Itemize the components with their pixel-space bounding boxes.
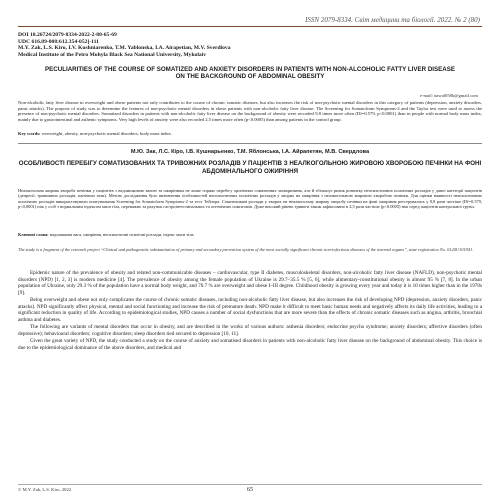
keywords-text-ua: надлишкова вага, ожиріння, непсихотичні психічні розлади, індекс маси тіла.: [49, 232, 195, 237]
copyright: © M.Y. Zak, L.S. Kiro, 2022: [18, 487, 72, 492]
article-title: PECULIARITIES OF THE COURSE OF SOMATIZED AND ANXIETY DISORDERS IN PATIENTS WITH NON-ALCOHOLIC FATTY LIVER DISEASE ON THE BACKGROUND OF ABDOMINAL OBESITY: [45, 66, 455, 81]
keywords-ua: [18, 232, 482, 237]
abstract-ua: Неалкогольна жирова хвороба печінки у пацієнтів з надлишковою вагою та ожирінням не лише сприяє перебігу хронічних соматичних захворювань, але й збільшує ризик розвитку непсихотичних психічних розладів у даної категорії пацієнтів (депресії, тривожних розладів, панічних атак). Метою дослідження було визначення особливостей непсихотичних психічних розладів у хворих на ожиріння з неалкогольною жировою хворобою печінки. Для оцінки наявності непсихотичних психічних розладів використовували опитувальник Screening for Somatoform Symptoms-2 та тест Тейлора. Соматизовані розлади у хворих на неалкогольну жирову хворобу печінки на фоні ожиріння реєструвались у 9,8 рази частіше (Df=0,579, p<0,0001) ніж у осіб з нормальним індексом маси тіла, переважно за рахунок гастроінтестинальних та астенічних симптомів. Дуже високий рівень тривоги також зафіксовано в 2,5 рази частіше (p<0,0005) ніж серед пацієнтів контрольної групи.: [18, 188, 482, 210]
keywords-label: Key words:: [18, 131, 41, 136]
article-meta: [18, 32, 478, 58]
affiliation: Medical Institute of the Petro Mohyla Black Sea National University, Mykolaiv: [18, 51, 207, 58]
page-number: 65: [247, 487, 253, 493]
section-divider: [18, 143, 482, 144]
abstract-en: Non-alcoholic fatty liver disease in overweight and obese patients not only contributes to the course of chronic somatic diseases, but also increases the risk of non-psychotic mental disorders in this category of patients (depression, anxiety disorders, panic attacks). The purpose of study was to determine the features of non-psychotic mental disorders in obese patients with non-alcoholic fatty liver disease. The Screening for Somatoform Symptoms-2 and the Taylor test were used to assess the presence of non-psychotic mental disorders. Somatized disorders in patients with non-alcoholic fatty liver disease on the background of obesity were recorded 9.8 times more often (Df=0.579, p<0.0001) than in people with normal body mass index, mainly due to gastrointestinal and asthenic symptoms. Very high levels of anxiety were also recorded 2.5 times more often (p<0.0005) than among patients in the control group.: [18, 100, 482, 122]
funding-note: The study is a fragment of the research project “Clinical and pathogenetic substantiation of primary and secondary prevention system of the most socially significant chronic non-infectious diseases of the internal organs”, state registration No. 0120U101941.: [18, 247, 474, 252]
article-body: [18, 270, 482, 352]
header-divider: [18, 26, 482, 27]
body-paragraph: Being overweight and obese not only complicates the course of chronic somatic diseases, including non-alcoholic fatty liver disease, but also increases the risk of developing NPD (depression, anxiety disorders, panic attacks). NPD significantly affect physical, mental and social functioning and increase the risk of premature death. NPD make it difficult to meet basic human needs and negatively affects its daily life activities, leading to a significant reduction in quality of life. According to epidemiological studies, NPD causes a number of social dysfunctions that are more severe than the effects of chronic somatic diseases such as angina, arthritis, bronchial asthma and diabetes.: [18, 297, 482, 323]
udc: UDC 616.89-008:612.354-052]-111: [18, 38, 99, 45]
authors-ua: М.Ю. Зак, Л.С. Кіро, І.В. Кушнарьенко, Т.М. Яблонська, І.А. Айрапетян, М.В. Свердлова: [130, 149, 370, 155]
authors: M.Y. Zak, L.S. Kiro, I.V. Kushniarenko, T.M. Yablonska, I.A. Airapetian, M.V. Sverdlova: [18, 45, 231, 52]
article-title-ua: ОСОБЛИВОСТІ ПЕРЕБІГУ СОМАТИЗОВАНИХ ТА ТРИВОЖНИХ РОЗЛАДІВ У ПАЦІЄНТІВ З НЕАЛКОГОЛЬНОЮ ЖИРОВОЮ ХВОРОБОЮ ПЕЧІНКИ НА ФОНІ АБДОМІНАЛЬНОГО ОЖИРІННЯ: [18, 160, 482, 175]
keywords-en: [18, 131, 482, 137]
journal-header: ISSN 2079-8334. Світ медицини та біології. 2022. № 2 (80): [305, 16, 480, 24]
contact-email[interactable]: e-mail: nawal058b@gmail.com: [419, 93, 478, 98]
body-paragraph: Given the great variety of NPD, the study conducted a study on the course of anxiety and somatised disorders in patients with non-alcoholic fatty liver disease on the background of abdominal obesity. This choice is due to the epidemiological dominance of the above disorders, and medical and: [18, 338, 482, 351]
keywords-label-ua: Ключові слова:: [18, 232, 49, 237]
footer-divider: [18, 484, 482, 485]
body-paragraph: The following are variants of mental disorders that occur in obesity, and are described in the works of various authors: asthenia disorders; endocrine psycho syndrome; anxiety disorders; affective disorders (often depressive); behavioural disorders; cognitive disorders; sleep disorders tied secured to depression [10, 11].: [18, 324, 482, 337]
body-paragraph: Epidemic nature of the prevalence of obesity and related non-communicable diseases – cardiovascular, type II diabetes, musculoskeletal disorders, non-alcoholic fatty liver disease (NAFLD), non-psychotic mental disorders (NPD) [1, 2, 3] is modern medicine [4]. The prevalence of obesity among the female population of Ukraine is 29.7–35.5 % [5, 6], while alimentary-constitutional obesity is almost 95 % [7, 8]. In the urban population of Ukraine, only 29.3 % of the population have a normal body weight, and 70.7 % are overweight and obese I–III degree. Childhood obesity is growing every year and today it is 10 times higher than in the 1970s [9].: [18, 270, 482, 296]
doi[interactable]: DOI 10.26724/2079-8334-2022-2-80-65-69: [18, 32, 117, 38]
keywords-text: overweight, obesity, non-psychotic mental disorders, body mass index.: [41, 131, 172, 136]
